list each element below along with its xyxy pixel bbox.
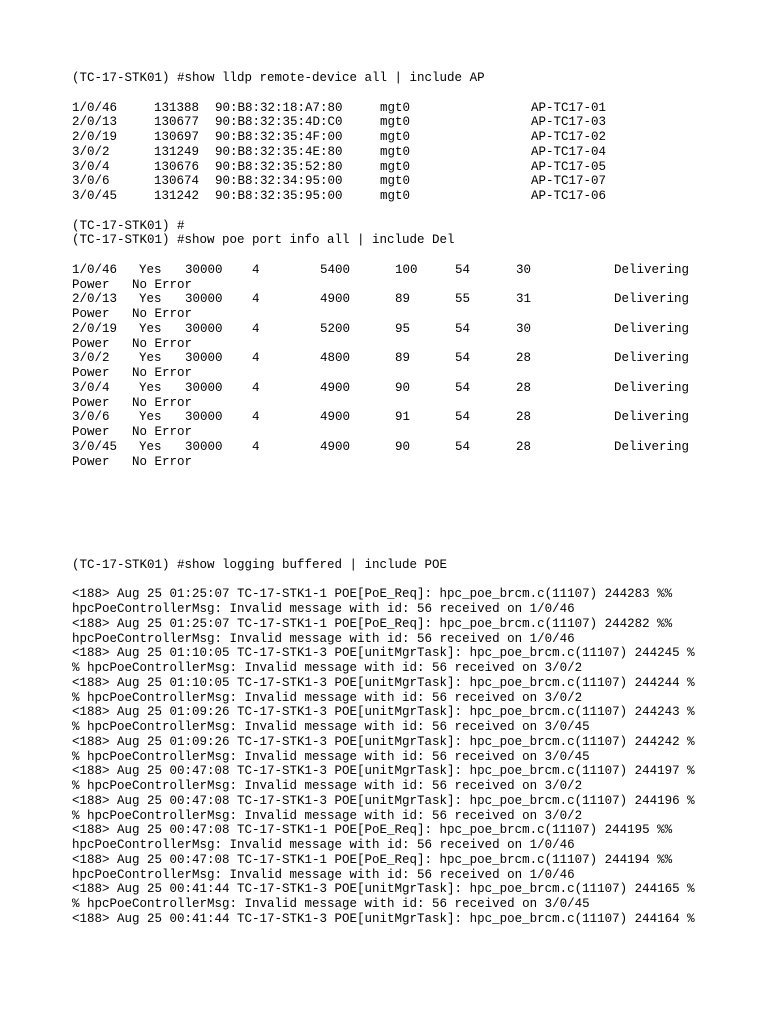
lldp-mac: 90:B8:32:35:4E:80 xyxy=(215,144,343,159)
poe-current: 100 xyxy=(395,262,418,277)
poe-fault: No Error xyxy=(132,277,193,292)
poe-row xyxy=(72,322,712,352)
lldp-remote-port: mgt0 xyxy=(380,115,411,130)
log-line: hpcPoeControllerMsg: Invalid message with id: 56 received on 1/0/46 xyxy=(72,838,575,852)
poe-port: 2/0/19 xyxy=(72,321,118,336)
poe-status: Delivering xyxy=(614,439,690,454)
poe-max-power: 30000 xyxy=(185,410,223,425)
lldp-port: 1/0/46 xyxy=(72,100,118,115)
log-line: <188> Aug 25 00:41:44 TC-17-STK1-3 POE[unitMgrTask]: hpc_poe_brcm.c(11107) 244165 % xyxy=(72,882,695,897)
lldp-ifindex: 130676 xyxy=(154,159,200,174)
poe-fault: No Error xyxy=(132,307,193,321)
poe-row xyxy=(72,440,712,470)
poe-max-power: 30000 xyxy=(185,351,223,366)
poe-row xyxy=(72,381,712,411)
poe-max-power: 30000 xyxy=(185,380,223,395)
poe-max-power: 30000 xyxy=(185,321,223,336)
log-line: <188> Aug 25 00:41:44 TC-17-STK1-3 POE[unitMgrTask]: hpc_poe_brcm.c(11107) 244164 % xyxy=(72,911,695,926)
poe-fault: No Error xyxy=(132,395,193,410)
lldp-ifindex: 131249 xyxy=(154,144,200,159)
lldp-command-prompt: (TC-17-STK01) #show lldp remote-device all | include AP xyxy=(72,71,485,85)
spacer xyxy=(72,86,712,101)
poe-port: 2/0/13 xyxy=(72,292,118,307)
poe-status-cont: Power xyxy=(72,307,110,321)
lldp-row xyxy=(72,160,712,175)
poe-current: 89 xyxy=(395,292,411,307)
log-line: % hpcPoeControllerMsg: Invalid message with id: 56 received on 3/0/2 xyxy=(72,779,583,793)
poe-port: 3/0/6 xyxy=(72,410,110,425)
poe-command-prompt: (TC-17-STK01) #show poe port info all | include Del xyxy=(72,233,455,248)
poe-current: 95 xyxy=(395,321,411,336)
spacer xyxy=(72,573,712,588)
poe-row xyxy=(72,292,712,322)
poe-class: 4 xyxy=(252,410,260,425)
log-line: <188> Aug 25 01:09:26 TC-17-STK1-3 POE[unitMgrTask]: hpc_poe_brcm.c(11107) 244242 % xyxy=(72,734,695,749)
poe-status: Delivering xyxy=(614,380,690,395)
lldp-port: 2/0/13 xyxy=(72,115,118,130)
poe-temperature: 28 xyxy=(516,351,532,366)
lldp-system-name: AP-TC17-03 xyxy=(531,115,607,130)
poe-temperature: 28 xyxy=(516,380,532,395)
lldp-port: 2/0/19 xyxy=(72,130,118,144)
lldp-ifindex: 131388 xyxy=(154,100,200,115)
lldp-mac: 90:B8:32:35:4F:00 xyxy=(215,130,343,144)
poe-status-cont: Power xyxy=(72,425,110,439)
lldp-row xyxy=(72,130,712,145)
logging-command-prompt: (TC-17-STK01) #show logging buffered | include POE xyxy=(72,557,448,572)
lldp-table xyxy=(72,101,712,204)
poe-voltage: 54 xyxy=(455,439,471,454)
log-line: <188> Aug 25 01:10:05 TC-17-STK1-3 POE[unitMgrTask]: hpc_poe_brcm.c(11107) 244244 % xyxy=(72,675,695,690)
poe-power: 4800 xyxy=(320,351,351,366)
log-line: <188> Aug 25 01:10:05 TC-17-STK1-3 POE[unitMgrTask]: hpc_poe_brcm.c(11107) 244245 % xyxy=(72,646,695,661)
lldp-ifindex: 130677 xyxy=(154,115,200,130)
poe-fault: No Error xyxy=(132,336,193,351)
lldp-remote-port: mgt0 xyxy=(380,100,411,115)
poe-power: 4900 xyxy=(320,292,351,307)
poe-temperature: 28 xyxy=(516,410,532,425)
lldp-port: 3/0/4 xyxy=(72,159,110,174)
poe-admin: Yes xyxy=(139,380,162,395)
lldp-system-name: AP-TC17-01 xyxy=(531,100,607,115)
spacer xyxy=(72,248,712,263)
poe-admin: Yes xyxy=(139,262,162,277)
log-line: <188> Aug 25 00:47:08 TC-17-STK1-1 POE[PoE_Req]: hpc_poe_brcm.c(11107) 244194 %% xyxy=(72,852,673,867)
log-line: <188> Aug 25 00:47:08 TC-17-STK1-1 POE[PoE_Req]: hpc_poe_brcm.c(11107) 244195 %% xyxy=(72,823,673,838)
log-line: hpcPoeControllerMsg: Invalid message with id: 56 received on 1/0/46 xyxy=(72,867,575,882)
poe-status-cont: Power xyxy=(72,336,110,351)
poe-temperature: 30 xyxy=(516,321,532,336)
poe-voltage: 54 xyxy=(455,321,471,336)
log-line: <188> Aug 25 01:25:07 TC-17-STK1-1 POE[PoE_Req]: hpc_poe_brcm.c(11107) 244283 %% xyxy=(72,587,673,602)
poe-fault: No Error xyxy=(132,454,193,469)
lldp-system-name: AP-TC17-05 xyxy=(531,159,607,174)
poe-current: 89 xyxy=(395,351,411,366)
poe-status: Delivering xyxy=(614,292,690,307)
lldp-port: 3/0/2 xyxy=(72,144,110,159)
poe-class: 4 xyxy=(252,262,260,277)
log-line: <188> Aug 25 00:47:08 TC-17-STK1-3 POE[unitMgrTask]: hpc_poe_brcm.c(11107) 244196 % xyxy=(72,793,695,808)
poe-row xyxy=(72,410,712,440)
poe-table xyxy=(72,263,712,470)
poe-class: 4 xyxy=(252,439,260,454)
lldp-system-name: AP-TC17-04 xyxy=(531,144,607,159)
poe-admin: Yes xyxy=(139,292,162,307)
poe-port: 3/0/2 xyxy=(72,351,110,366)
poe-class: 4 xyxy=(252,292,260,307)
lldp-row xyxy=(72,145,712,160)
poe-power: 4900 xyxy=(320,410,351,425)
log-line: % hpcPoeControllerMsg: Invalid message with id: 56 received on 3/0/2 xyxy=(72,690,583,705)
lldp-remote-port: mgt0 xyxy=(380,130,411,144)
lldp-mac: 90:B8:32:35:95:00 xyxy=(215,189,343,203)
poe-port: 1/0/46 xyxy=(72,262,118,277)
poe-current: 91 xyxy=(395,410,411,425)
poe-voltage: 54 xyxy=(455,380,471,395)
lldp-row xyxy=(72,115,712,130)
lldp-system-name: AP-TC17-06 xyxy=(531,189,607,203)
poe-max-power: 30000 xyxy=(185,262,223,277)
poe-power: 4900 xyxy=(320,439,351,454)
lldp-port: 3/0/6 xyxy=(72,174,110,189)
poe-status-cont: Power xyxy=(72,277,110,292)
poe-admin: Yes xyxy=(139,410,162,425)
poe-fault: No Error xyxy=(132,425,193,439)
poe-status-cont: Power xyxy=(72,366,110,380)
lldp-mac: 90:B8:32:34:95:00 xyxy=(215,174,343,189)
poe-class: 4 xyxy=(252,351,260,366)
lldp-end-prompt: (TC-17-STK01) # xyxy=(72,218,185,233)
log-line: <188> Aug 25 00:47:08 TC-17-STK1-3 POE[unitMgrTask]: hpc_poe_brcm.c(11107) 244197 % xyxy=(72,764,695,779)
log-line: hpcPoeControllerMsg: Invalid message with id: 56 received on 1/0/46 xyxy=(72,631,575,646)
poe-admin: Yes xyxy=(139,351,162,366)
poe-voltage: 54 xyxy=(455,351,471,366)
poe-row xyxy=(72,263,712,293)
poe-status-cont: Power xyxy=(72,395,110,410)
poe-max-power: 30000 xyxy=(185,439,223,454)
lldp-mac: 90:B8:32:35:52:80 xyxy=(215,159,343,174)
poe-status-cont: Power xyxy=(72,454,110,469)
poe-current: 90 xyxy=(395,439,411,454)
lldp-system-name: AP-TC17-02 xyxy=(531,130,607,144)
spacer xyxy=(72,204,712,219)
poe-current: 90 xyxy=(395,380,411,395)
poe-port: 3/0/4 xyxy=(72,380,110,395)
lldp-remote-port: mgt0 xyxy=(380,144,411,159)
lldp-system-name: AP-TC17-07 xyxy=(531,174,607,189)
poe-status: Delivering xyxy=(614,351,690,366)
poe-status: Delivering xyxy=(614,410,690,425)
poe-status: Delivering xyxy=(614,321,690,336)
lldp-ifindex: 131242 xyxy=(154,189,200,203)
poe-max-power: 30000 xyxy=(185,292,223,307)
poe-voltage: 55 xyxy=(455,292,471,307)
log-output xyxy=(72,587,712,926)
document-page xyxy=(72,71,712,927)
poe-admin: Yes xyxy=(139,321,162,336)
lldp-row xyxy=(72,174,712,189)
poe-power: 5400 xyxy=(320,262,351,277)
log-line: % hpcPoeControllerMsg: Invalid message with id: 56 received on 3/0/45 xyxy=(72,749,590,764)
lldp-remote-port: mgt0 xyxy=(380,189,411,203)
log-line: % hpcPoeControllerMsg: Invalid message with id: 56 received on 3/0/2 xyxy=(72,808,583,823)
lldp-ifindex: 130697 xyxy=(154,130,200,144)
poe-power: 4900 xyxy=(320,380,351,395)
lldp-mac: 90:B8:32:35:4D:C0 xyxy=(215,115,343,130)
lldp-remote-port: mgt0 xyxy=(380,159,411,174)
poe-status: Delivering xyxy=(614,262,690,277)
poe-power: 5200 xyxy=(320,321,351,336)
poe-voltage: 54 xyxy=(455,262,471,277)
poe-class: 4 xyxy=(252,380,260,395)
log-line: <188> Aug 25 01:25:07 TC-17-STK1-1 POE[PoE_Req]: hpc_poe_brcm.c(11107) 244282 %% xyxy=(72,616,673,631)
poe-class: 4 xyxy=(252,321,260,336)
poe-voltage: 54 xyxy=(455,410,471,425)
log-line: % hpcPoeControllerMsg: Invalid message with id: 56 received on 3/0/2 xyxy=(72,661,583,675)
lldp-row xyxy=(72,101,712,116)
spacer xyxy=(72,469,712,558)
poe-temperature: 30 xyxy=(516,262,532,277)
log-line: % hpcPoeControllerMsg: Invalid message with id: 56 received on 3/0/45 xyxy=(72,897,590,911)
poe-temperature: 31 xyxy=(516,292,532,307)
lldp-row xyxy=(72,189,712,204)
log-line: hpcPoeControllerMsg: Invalid message with id: 56 received on 1/0/46 xyxy=(72,602,575,616)
lldp-remote-port: mgt0 xyxy=(380,174,411,189)
poe-temperature: 28 xyxy=(516,439,532,454)
log-line: % hpcPoeControllerMsg: Invalid message with id: 56 received on 3/0/45 xyxy=(72,720,590,734)
lldp-mac: 90:B8:32:18:A7:80 xyxy=(215,100,343,115)
log-line: <188> Aug 25 01:09:26 TC-17-STK1-3 POE[unitMgrTask]: hpc_poe_brcm.c(11107) 244243 % xyxy=(72,705,695,720)
lldp-ifindex: 130674 xyxy=(154,174,200,189)
poe-port: 3/0/45 xyxy=(72,439,118,454)
poe-admin: Yes xyxy=(139,439,162,454)
lldp-port: 3/0/45 xyxy=(72,189,118,203)
poe-row xyxy=(72,351,712,381)
poe-fault: No Error xyxy=(132,366,193,380)
